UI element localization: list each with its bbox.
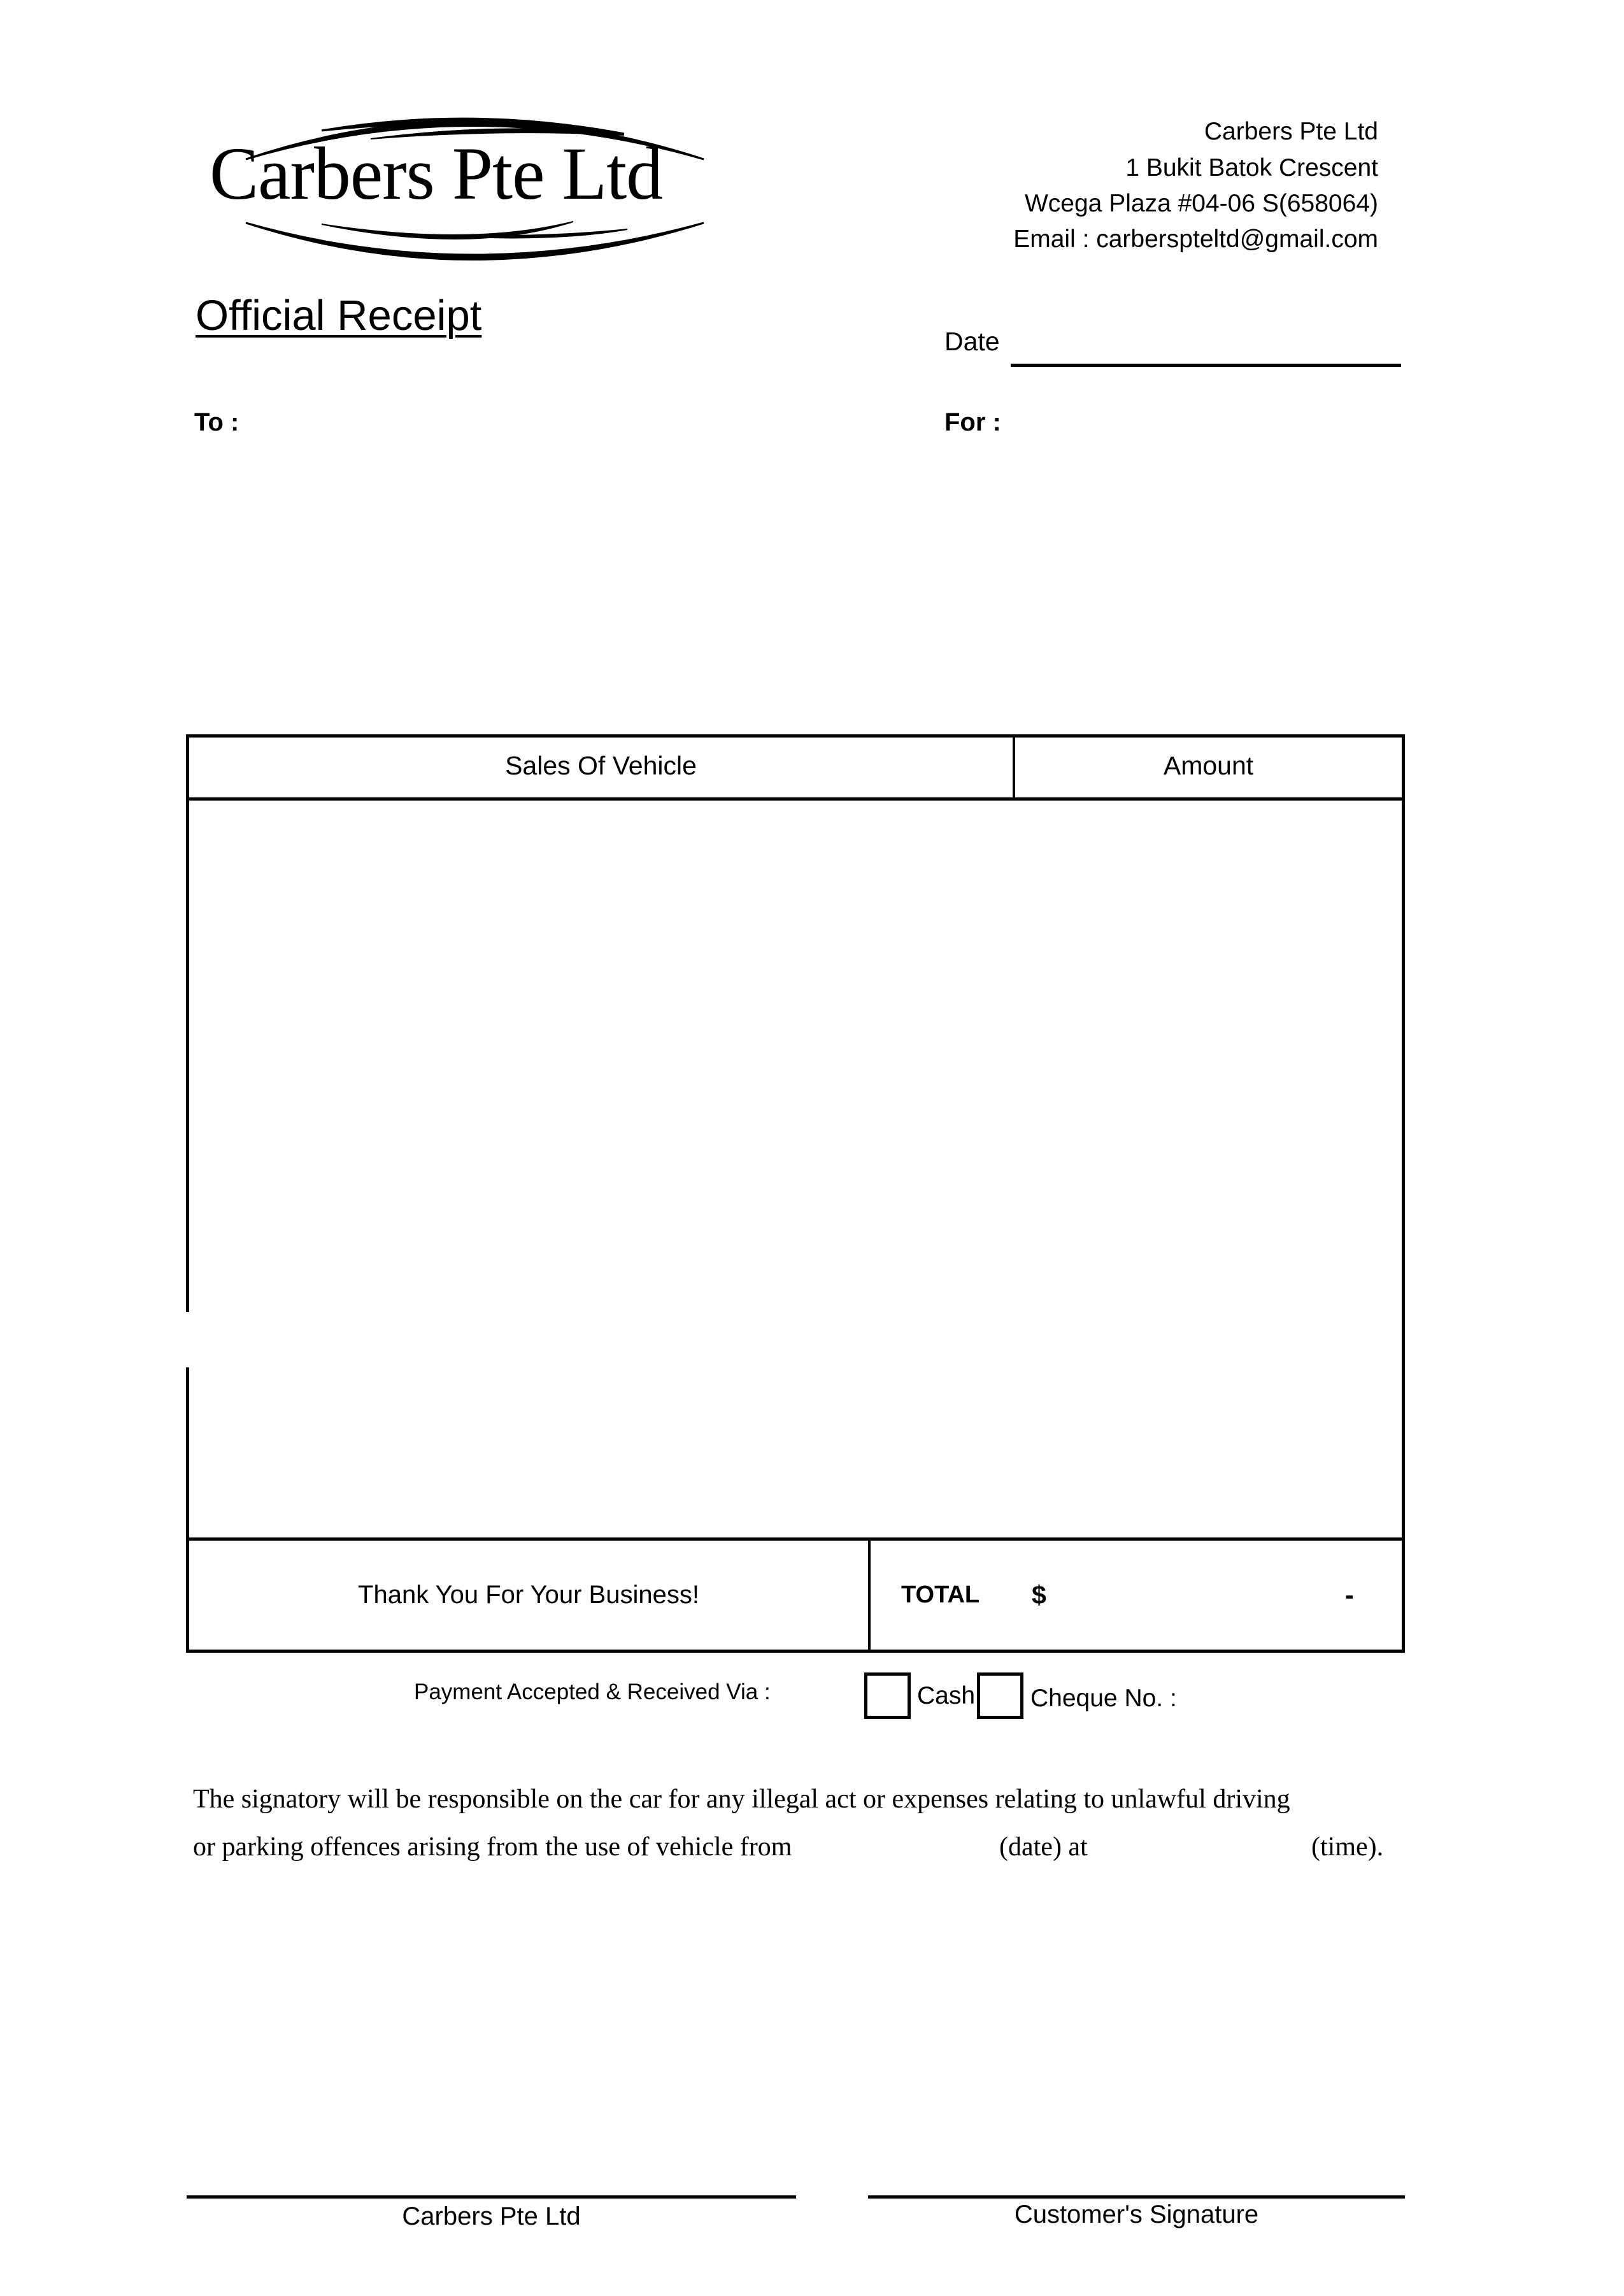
cash-label: Cash <box>917 1682 976 1709</box>
table-footer-divider <box>186 1537 1405 1541</box>
company-email: Email : carberspteltd@gmail.com <box>1013 225 1378 253</box>
column-header-sales-of-vehicle: Sales Of Vehicle <box>505 751 697 780</box>
disclaimer-time-label: (time). <box>1311 1832 1384 1862</box>
payment-method-label: Payment Accepted & Received Via : <box>414 1679 771 1704</box>
customer-signature-line[interactable] <box>868 2195 1405 2199</box>
for-label: For : <box>944 408 1001 436</box>
cheque-number-label: Cheque No. : <box>1030 1685 1177 1712</box>
customer-signature-label: Customer's Signature <box>1014 2200 1259 2228</box>
currency-symbol: $ <box>1032 1580 1046 1609</box>
date-field[interactable] <box>1011 364 1401 367</box>
table-footer-column-divider <box>868 1539 871 1651</box>
column-header-amount: Amount <box>1163 751 1254 780</box>
to-label: To : <box>194 408 239 436</box>
date-label: Date <box>944 327 1000 356</box>
logo-text: Carbers Pte Ltd <box>210 132 663 215</box>
disclaimer-date-label: (date) at <box>999 1832 1088 1862</box>
total-value: - <box>1345 1580 1354 1609</box>
table-border-top <box>186 734 1405 738</box>
disclaimer-line-1: The signatory will be responsible on the car for any illegal act or expenses relating to unlawful driving <box>193 1785 1290 1814</box>
company-signature-label: Carbers Pte Ltd <box>402 2202 581 2230</box>
thank-you-message: Thank You For Your Business! <box>358 1581 699 1609</box>
disclaimer-line-2: or parking offences arising from the use of vehicle from <box>193 1832 792 1862</box>
company-address-line1: 1 Bukit Batok Crescent <box>1125 154 1378 182</box>
total-label: TOTAL <box>901 1581 980 1608</box>
sales-table <box>186 734 1405 1653</box>
company-signature-line[interactable] <box>187 2195 796 2199</box>
cash-checkbox[interactable] <box>864 1672 911 1719</box>
table-border-bottom <box>186 1650 1405 1653</box>
document-title: Official Receipt <box>196 292 482 339</box>
company-name: Carbers Pte Ltd <box>1204 118 1378 145</box>
table-body[interactable] <box>189 801 1402 1537</box>
logo-swoosh-bottom-outer <box>246 223 704 260</box>
company-address-line2: Wcega Plaza #04-06 S(658064) <box>1024 190 1378 217</box>
cheque-checkbox[interactable] <box>977 1672 1023 1719</box>
table-border-right <box>1402 734 1405 1653</box>
